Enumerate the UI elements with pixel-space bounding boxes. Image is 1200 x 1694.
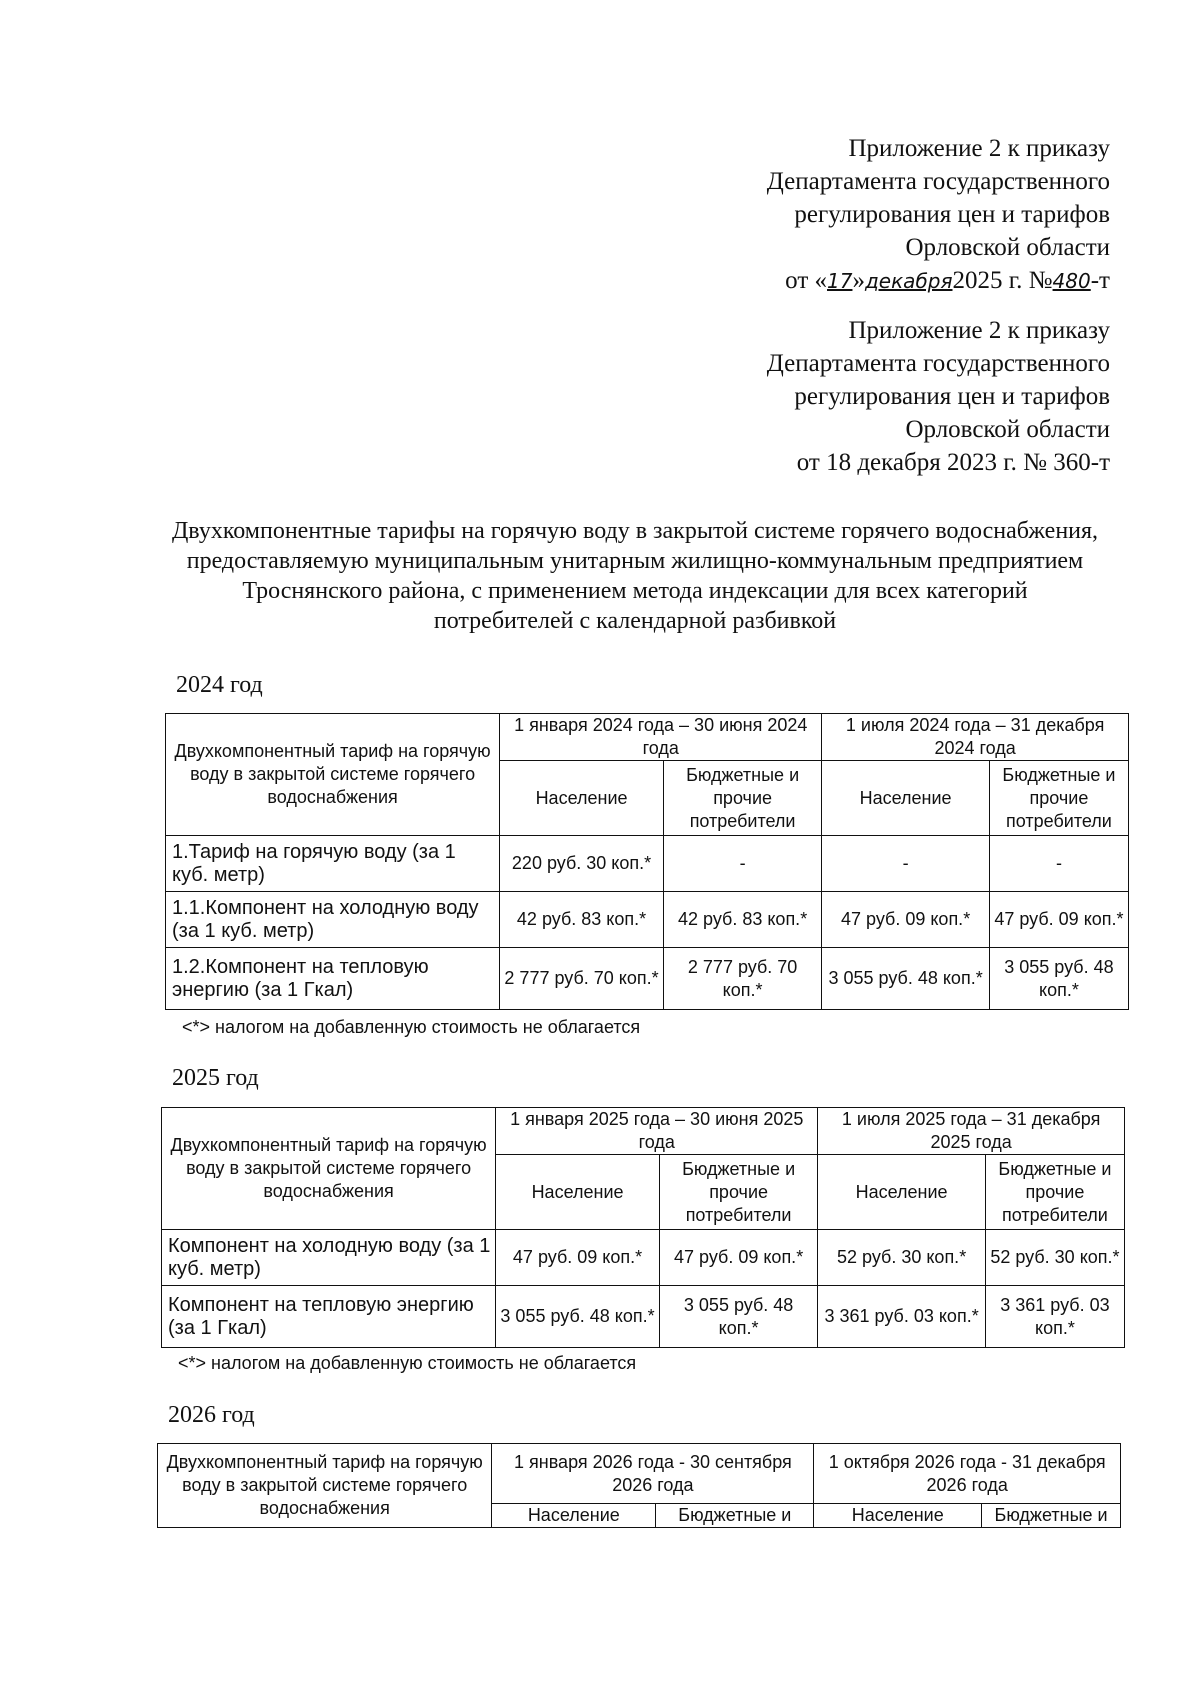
col-population: Население: [822, 761, 990, 836]
row-label: Компонент на тепловую энергию (за 1 Гкал): [162, 1286, 496, 1348]
tariff-table-2024: [165, 713, 1129, 1010]
col-population: Население: [492, 1504, 656, 1528]
header-line: Приложение 2 к приказу: [848, 317, 1110, 344]
period-header: 1 июля 2025 года – 31 декабря 2025 года: [818, 1108, 1125, 1155]
date-quote: »: [852, 267, 865, 294]
tariff-cell: 47 руб. 09 коп.*: [496, 1230, 660, 1286]
row-label: Компонент на холодную воду (за 1 куб. метр): [162, 1230, 496, 1286]
row-label: 1.1.Компонент на холодную воду (за 1 куб. метр): [166, 892, 500, 948]
handwritten-month: декабря: [864, 269, 953, 293]
period-header: 1 января 2026 года - 30 сентября 2026 года: [492, 1444, 814, 1504]
table-header-label: Двухкомпонентный тариф на горячую воду в закрытой системе горячего водоснабжения: [162, 1108, 496, 1230]
tariff-cell: 52 руб. 30 коп.*: [985, 1230, 1124, 1286]
header-line: регулирования цен и тарифов: [794, 383, 1110, 410]
tariff-cell: -: [989, 836, 1128, 892]
tariff-cell: 47 руб. 09 коп.*: [659, 1230, 817, 1286]
table-row: [166, 892, 1129, 948]
year-heading-2024: 2024 год: [176, 672, 263, 698]
tariff-cell: 42 руб. 83 коп.*: [663, 892, 821, 948]
vat-footnote: <*> налогом на добавленную стоимость не облагается: [182, 1017, 641, 1037]
period-header: 1 октября 2026 года - 31 декабря 2026 года: [814, 1444, 1121, 1504]
tariff-cell: 3 361 руб. 03 коп.*: [985, 1286, 1124, 1348]
header-line: Департамента государственного: [766, 350, 1110, 377]
header-line: Приложение 2 к приказу: [848, 135, 1110, 162]
order-header-current: [767, 132, 1110, 298]
tariff-cell: 2 777 руб. 70 коп.*: [663, 948, 821, 1010]
col-budget: Бюджетные и: [982, 1504, 1121, 1528]
col-budget: Бюджетные и прочие потребители: [663, 761, 821, 836]
period-header: 1 июля 2024 года – 31 декабря 2024 года: [822, 714, 1129, 761]
col-population: Население: [500, 761, 664, 836]
tariff-cell: -: [663, 836, 821, 892]
table-header-label: Двухкомпонентный тариф на горячую воду в закрытой системе горячего водоснабжения: [166, 714, 500, 836]
period-header: 1 января 2024 года – 30 июня 2024 года: [500, 714, 822, 761]
handwritten-number: 480: [1052, 269, 1091, 293]
tariff-cell: 3 055 руб. 48 коп.*: [659, 1286, 817, 1348]
tariff-cell: 3 055 руб. 48 коп.*: [822, 948, 990, 1010]
date-prefix: от «: [785, 267, 828, 294]
header-line: Орловской области: [905, 416, 1110, 443]
tariff-cell: -: [822, 836, 990, 892]
tariff-cell: 42 руб. 83 коп.*: [500, 892, 664, 948]
tariff-cell: 47 руб. 09 коп.*: [822, 892, 990, 948]
col-population: Население: [818, 1155, 986, 1230]
tariff-cell: 220 руб. 30 коп.*: [500, 836, 664, 892]
order-header-previous: [767, 314, 1110, 479]
table-row: [162, 1230, 1125, 1286]
row-label: 1.2.Компонент на тепловую энергию (за 1 Гкал): [166, 948, 500, 1010]
header-line: Орловской области: [905, 234, 1110, 261]
handwritten-day: 17: [827, 269, 853, 293]
tariff-cell: 3 361 руб. 03 коп.*: [818, 1286, 986, 1348]
table-row: [166, 836, 1129, 892]
order-date-line: [767, 264, 1110, 298]
tariff-cell: 3 055 руб. 48 коп.*: [989, 948, 1128, 1010]
date-year: 2025 г. №: [952, 267, 1053, 294]
table-header-label: Двухкомпонентный тариф на горячую воду в закрытой системе горячего водоснабжения: [158, 1444, 492, 1528]
col-budget: Бюджетные и прочие потребители: [659, 1155, 817, 1230]
year-heading-2025: 2025 год: [172, 1065, 259, 1091]
col-budget: Бюджетные и: [656, 1504, 814, 1528]
header-line: от 18 декабря 2023 г. № 360-т: [796, 449, 1110, 476]
vat-footnote: <*> налогом на добавленную стоимость не облагается: [178, 1353, 637, 1373]
header-line: регулирования цен и тарифов: [794, 201, 1110, 228]
col-population: Население: [496, 1155, 660, 1230]
tariff-table-2025: [161, 1107, 1125, 1348]
year-heading-2026: 2026 год: [168, 1402, 255, 1428]
table-row: [162, 1286, 1125, 1348]
col-budget: Бюджетные и прочие потребители: [985, 1155, 1124, 1230]
tariff-cell: 3 055 руб. 48 коп.*: [496, 1286, 660, 1348]
row-label: 1.Тариф на горячую воду (за 1 куб. метр): [166, 836, 500, 892]
header-line: Департамента государственного: [766, 168, 1110, 195]
col-budget: Бюджетные и прочие потребители: [989, 761, 1128, 836]
period-header: 1 января 2025 года – 30 июня 2025 года: [496, 1108, 818, 1155]
tariff-cell: 52 руб. 30 коп.*: [818, 1230, 986, 1286]
document-title: Двухкомпонентные тарифы на горячую воду в закрытой системе горячего водоснабжения, предоставляемую муниципальным унитарным жилищно-коммунальным предприятием Троснянского района, с применением метода индексации для всех категорий потребителей с календарной разбивкой: [171, 518, 1099, 634]
tariff-table-2026: [157, 1443, 1121, 1528]
tariff-cell: 2 777 руб. 70 коп.*: [500, 948, 664, 1010]
col-population: Население: [814, 1504, 982, 1528]
tariff-cell: 47 руб. 09 коп.*: [989, 892, 1128, 948]
number-suffix: -т: [1090, 267, 1110, 294]
table-row: [166, 948, 1129, 1010]
